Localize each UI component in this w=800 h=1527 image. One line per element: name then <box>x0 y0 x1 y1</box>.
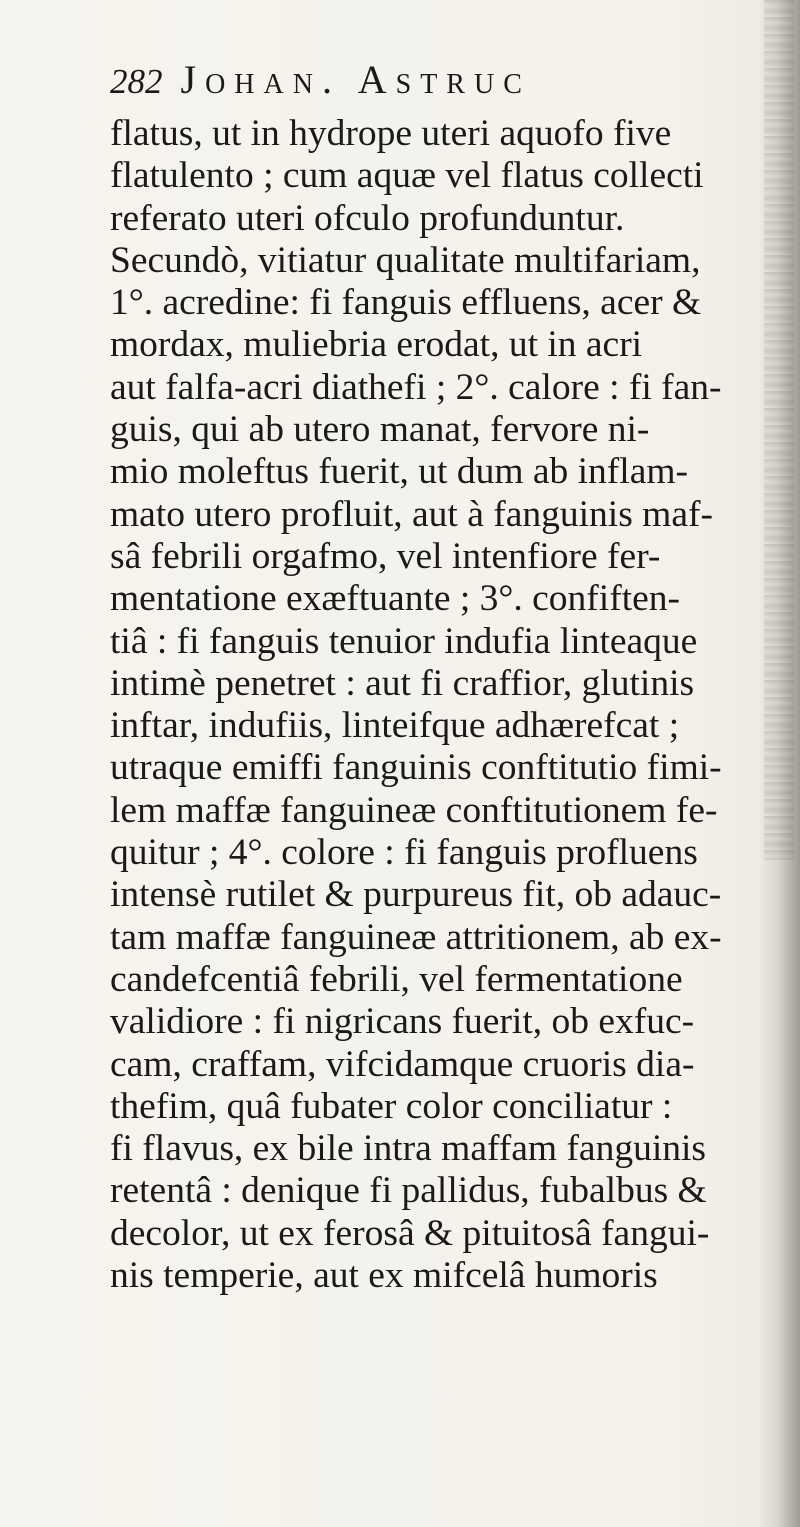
text-line: mio moleftus fuerit, ut dum ab inflam- <box>110 451 689 493</box>
text-line: 1°. acredine: fi fanguis effluens, acer & <box>110 282 702 324</box>
text-line: guis, qui ab utero manat, fervore ni- <box>110 409 650 451</box>
page-number: 282 <box>110 62 163 101</box>
text-line: thefim, quâ fubater color conciliatur : <box>110 1085 673 1127</box>
text-line: flatus, ut in hydrope uteri aquofo five <box>110 113 672 154</box>
body-text <box>110 113 770 1297</box>
text-line: sâ febrili orgafmo, vel intenfiore fer- <box>110 535 661 577</box>
text-line: flatulento ; cum aquæ vel flatus collecti <box>110 155 704 197</box>
text-line: intimè penetret : aut fi craffior, glutinis <box>110 662 695 704</box>
text-line: tiâ : fi fanguis tenuior indufia linteaque <box>110 620 698 662</box>
text-line: quitur ; 4°. colore : fi fanguis profluens <box>110 832 698 874</box>
text-line: intensè rutilet & purpureus fit, ob adauc- <box>110 874 722 916</box>
text-line: fi flavus, ex bile intra maffam fanguinis <box>110 1128 707 1170</box>
text-line: candefcentiâ febrili, vel fermentatione <box>110 958 683 1000</box>
text-line: nis temperie, aut ex mifcelâ humoris <box>110 1255 658 1297</box>
running-head: Johan. Astruc <box>180 57 531 102</box>
text-line: mordax, muliebria erodat, ut in acri <box>110 324 643 366</box>
text-line: Secundò, vitiatur qualitate multifariam, <box>110 239 701 281</box>
text-line: inftar, indufiis, linteifque adhærefcat ; <box>110 705 680 747</box>
text-line: validiore : fi nigricans fuerit, ob exfuc- <box>110 1001 695 1043</box>
text-line: mentatione exæftuante ; 3°. confiften- <box>110 578 681 620</box>
text-line: referato uteri ofculo profunduntur. <box>110 197 625 239</box>
text-line: retentâ : denique fi pallidus, fubalbus & <box>110 1170 707 1212</box>
text-line: cam, craffam, vifcidamque cruoris dia- <box>110 1043 695 1085</box>
text-line: mato utero profluit, aut à fanguinis maf- <box>110 493 713 535</box>
text-line: decolor, ut ex ferosâ & pituitosâ fangui- <box>110 1212 710 1254</box>
text-line: tam maffæ fanguineæ attritionem, ab ex- <box>110 916 722 958</box>
text-line: lem maffæ fanguineæ conftitutionem fe- <box>110 789 718 831</box>
text-line: utraque emiffi fanguinis conftitutio fimi- <box>110 747 722 789</box>
text-line: aut falfa-acri diathefi ; 2°. calore : fi fan- <box>110 366 722 408</box>
page-header <box>110 56 750 112</box>
